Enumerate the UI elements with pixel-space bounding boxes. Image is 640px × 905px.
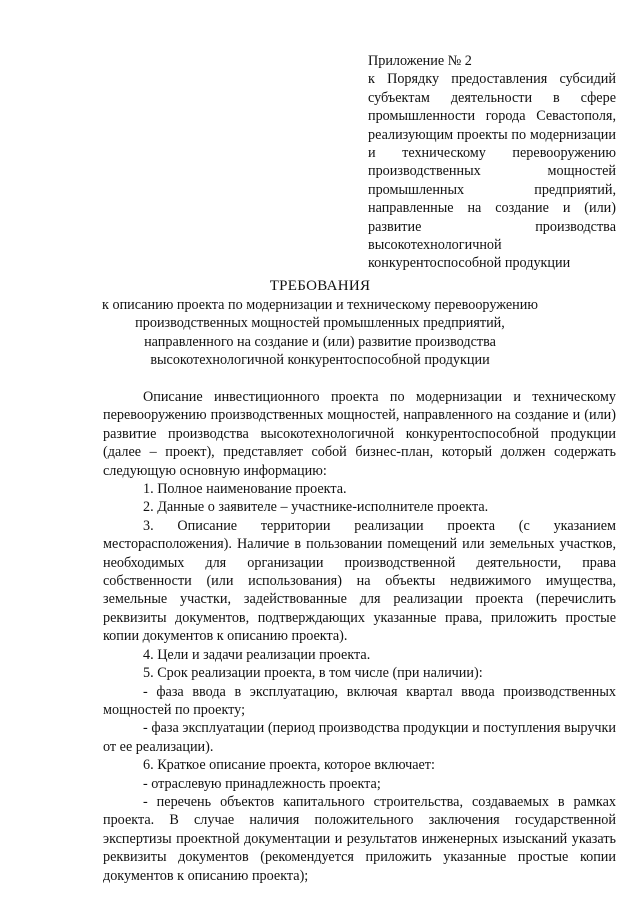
document-title: ТРЕБОВАНИЯ (269, 278, 371, 294)
body-paragraph: 5. Срок реализации проекта, в том числе (при наличии): (143, 665, 483, 682)
body-paragraph: 4. Цели и задачи реализации проекта. (143, 646, 371, 663)
body-paragraph: 2. Данные о заявителе – участнике-исполнителе проекта. (143, 499, 489, 516)
document-subtitle: к описанию проекта по модернизации и техническому перевооружению производственных мощностей промышленных предприятий, направленного на создание и (или) развитие производства высокотехнологичной конкурентоспособной продукции (102, 297, 538, 369)
document-body (103, 388, 616, 885)
body-paragraph: - фаза ввода в эксплуатацию, включая квартал ввода производственных мощностей по проекту; (103, 683, 616, 718)
body-paragraph: - перечень объектов капитального строительства, создаваемых в рамках проекта. В случае наличия положительного заключения государственной экспертизы проектной документации и результатов инженерных изысканий указать реквизиты документов (рекомендуется приложить указанные простые копии документов к описанию проекта); (103, 793, 616, 884)
body-paragraph: 3. Описание территории реализации проекта (с указанием месторасположения). Наличие в пользовании помещений или земельных участков, необходимых для организации производственной деятельности, права собственности (или использования) на объекты недвижимого имущества, земельные участки, задействованные для реализации проекта (перечислить реквизиты документов, подтверждающих указанные права, приложить простые копии документов к описанию проекта). (103, 517, 616, 645)
appendix-block (368, 52, 616, 273)
appendix-text: к Порядку предоставления субсидий субъектам деятельности в сфере промышленности города Севастополя, реализующим проекты по модернизации и техническому перевооружению производственных мощностей промышленных предприятий, направленные на создание и (или) развитие производства высокотехнологичной конкурентоспособной продукции (368, 71, 616, 272)
body-paragraph: 1. Полное наименование проекта. (143, 481, 347, 498)
body-paragraph: 6. Краткое описание проекта, которое включает: (143, 757, 435, 774)
body-paragraph: - отраслевую принадлежность проекта; (143, 775, 381, 792)
appendix-heading: Приложение № 2 (368, 53, 472, 69)
body-paragraph: - фаза эксплуатации (период производства продукции и поступления выручки от ее реализации). (103, 720, 616, 755)
body-paragraph: Описание инвестиционного проекта по модернизации и техническому перевооружению производственных мощностей, направленного на создание и (или) развитие производства высокотехнологичной конкурентоспособной продукции (далее – проект), представляет собой бизнес-план, который должен содержать следующую основную информацию: (103, 389, 616, 479)
